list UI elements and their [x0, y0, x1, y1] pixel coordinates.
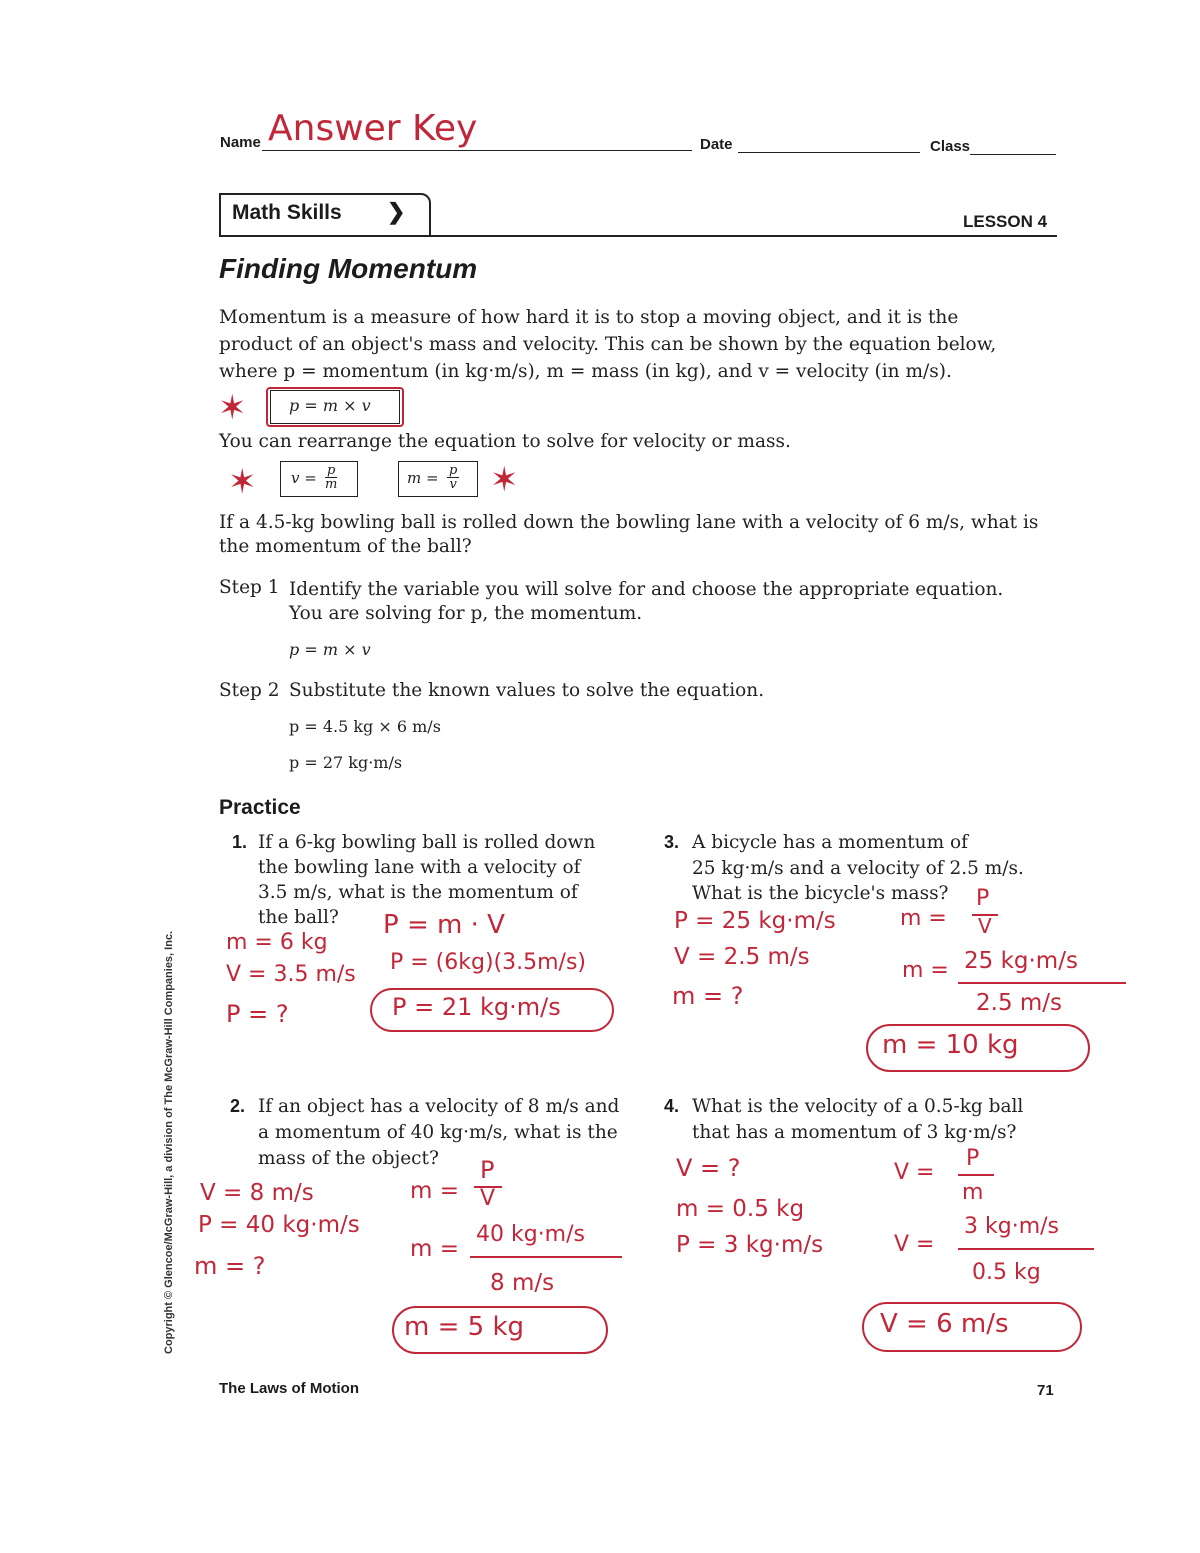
- step1-label: Step 1: [219, 577, 280, 598]
- header-rule: [219, 235, 1057, 237]
- q2-work-denominator: 8 m/s: [490, 1270, 555, 1296]
- practice-heading: Practice: [219, 796, 301, 819]
- q4-work-mass: m = 0.5 kg: [676, 1196, 805, 1222]
- q1-number: 1.: [232, 832, 248, 852]
- step1-line-2: You are solving for p, the momentum.: [289, 603, 643, 624]
- intro-line-1: Momentum is a measure of how hard it is to stop a moving object, and it is the: [219, 307, 959, 328]
- footer-book: The Laws of Motion: [219, 1380, 359, 1397]
- q4-work-momentum: P = 3 kg·m/s: [676, 1232, 824, 1258]
- q2-work-momentum: P = 40 kg·m/s: [198, 1212, 360, 1238]
- q3-work-m-eq-2: m =: [902, 958, 949, 983]
- equation-box-m: [398, 461, 478, 497]
- q2-work-unknown: m = ?: [194, 1252, 266, 1280]
- footer-page: 71: [1037, 1382, 1054, 1399]
- q4-line-1: What is the velocity of a 0.5-kg ball: [692, 1096, 1024, 1117]
- q1-line-1: If a 6-kg bowling ball is rolled down: [258, 832, 596, 853]
- equation-box-v: [280, 461, 358, 497]
- step1-equation: p = m × v: [289, 640, 371, 659]
- q4-answer: V = 6 m/s: [880, 1309, 1009, 1339]
- q1-work-velocity: V = 3.5 m/s: [226, 962, 356, 987]
- q2-line-2: a momentum of 40 kg·m/s, what is the: [258, 1122, 618, 1143]
- q4-work-fraction-bar-1: [958, 1174, 994, 1176]
- eq-m-num: p: [449, 463, 458, 478]
- eq-v-fraction: [325, 464, 337, 491]
- q4-work-unknown: V = ?: [676, 1154, 741, 1182]
- equation-main: p = m × v: [289, 396, 371, 415]
- q2-number: 2.: [230, 1096, 246, 1116]
- eq-m-fraction: [447, 464, 459, 491]
- q2-line-3: mass of the object?: [258, 1148, 439, 1169]
- q4-work-numerator: 3 kg·m/s: [964, 1214, 1059, 1239]
- name-line: [262, 150, 692, 151]
- star-icon: ✶: [218, 388, 247, 428]
- q2-answer: m = 5 kg: [404, 1312, 525, 1342]
- q4-work-fraction-bar-2: [958, 1248, 1094, 1250]
- q2-work-velocity: V = 8 m/s: [200, 1180, 314, 1206]
- class-label: Class: [930, 138, 971, 155]
- q1-work-substitute: P = (6kg)(3.5m/s): [390, 950, 587, 975]
- q4-line-2: that has a momentum of 3 kg·m/s?: [692, 1122, 1017, 1143]
- step1-line-1: Identify the variable you will solve for and choose the appropriate equation.: [289, 579, 1004, 600]
- q3-work-momentum: P = 25 kg·m/s: [674, 908, 836, 934]
- eq-v-num: p: [327, 463, 336, 478]
- intro-line-3: where p = momentum (in kg·m/s), m = mass (in kg), and v = velocity (in m/s).: [219, 361, 952, 382]
- q4-work-v-eq: V =: [894, 1160, 935, 1185]
- name-label: Name: [220, 134, 261, 151]
- eq-m-lhs: m =: [407, 469, 439, 487]
- q1-line-3: 3.5 m/s, what is the momentum of: [258, 882, 578, 903]
- rearrange-text: You can rearrange the equation to solve for velocity or mass.: [219, 431, 791, 452]
- name-value: Answer Key: [268, 108, 478, 149]
- eq-m-den: v: [449, 477, 457, 492]
- example-question-2: the momentum of the ball?: [219, 536, 472, 557]
- eq-v-lhs: v =: [291, 469, 317, 487]
- q1-work-mass: m = 6 kg: [226, 930, 328, 955]
- q2-line-1: If an object has a velocity of 8 m/s and: [258, 1096, 620, 1117]
- date-label: Date: [700, 136, 733, 153]
- step2-equation-2: p = 27 kg·m/s: [289, 753, 403, 772]
- q3-number: 3.: [664, 832, 680, 852]
- q3-line-3: What is the bicycle's mass?: [692, 883, 949, 904]
- step2-line-1: Substitute the known values to solve the equation.: [289, 680, 765, 701]
- page-title: Finding Momentum: [219, 253, 478, 284]
- q4-work-v-eq-2: V =: [894, 1232, 935, 1257]
- q4-work-denominator: 0.5 kg: [972, 1260, 1041, 1285]
- q2-work-m-eq-2: m =: [410, 1236, 459, 1262]
- q2-work-v: V: [480, 1186, 496, 1211]
- star-icon-3: ✶: [490, 460, 519, 500]
- q3-work-p: P: [976, 886, 990, 911]
- section-arrow-icon: ❯: [387, 199, 406, 224]
- step2-label: Step 2: [219, 680, 280, 701]
- q1-answer: P = 21 kg·m/s: [392, 993, 561, 1021]
- q3-work-v: V: [978, 914, 992, 938]
- class-line: [970, 154, 1056, 155]
- q4-number: 4.: [664, 1096, 680, 1116]
- q2-work-fraction-bar-2: [470, 1256, 622, 1258]
- q3-work-denominator: 2.5 m/s: [976, 990, 1063, 1016]
- q2-work-numerator: 40 kg·m/s: [476, 1222, 585, 1247]
- section-label: Math Skills: [232, 201, 342, 224]
- q1-work-unknown: P = ?: [226, 1000, 289, 1028]
- q3-line-1: A bicycle has a momentum of: [692, 832, 968, 853]
- star-icon-2: ✶: [228, 462, 257, 502]
- q3-line-2: 25 kg·m/s and a velocity of 2.5 m/s.: [692, 858, 1024, 879]
- q3-work-numerator: 25 kg·m/s: [964, 948, 1078, 974]
- q3-answer: m = 10 kg: [882, 1030, 1019, 1060]
- q3-work-unknown: m = ?: [672, 982, 744, 1010]
- date-line: [738, 152, 920, 153]
- q4-work-m: m: [962, 1180, 984, 1205]
- intro-line-2: product of an object's mass and velocity. This can be shown by the equation below,: [219, 334, 997, 355]
- copyright-vertical: Copyright © Glencoe/McGraw-Hill, a division of The McGraw-Hill Companies, Inc.: [163, 930, 175, 1354]
- q4-work-p: P: [966, 1146, 980, 1171]
- step2-equation-1: p = 4.5 kg × 6 m/s: [289, 717, 441, 736]
- q1-line-4: the ball?: [258, 907, 339, 928]
- q2-work-m-eq: m =: [410, 1178, 459, 1204]
- equation-mark-main: [266, 387, 404, 427]
- q1-line-2: the bowling lane with a velocity of: [258, 857, 581, 878]
- q3-work-m-eq: m =: [900, 906, 947, 931]
- q3-work-fraction-bar-2: [958, 982, 1126, 984]
- q1-work-formula: P = m · V: [383, 910, 505, 940]
- q2-work-p: P: [480, 1156, 495, 1184]
- q3-work-velocity: V = 2.5 m/s: [674, 944, 810, 970]
- example-question-1: If a 4.5-kg bowling ball is rolled down the bowling lane with a velocity of 6 m/s, what is: [219, 512, 1039, 533]
- eq-v-den: m: [325, 477, 338, 492]
- lesson-label: LESSON 4: [963, 212, 1048, 231]
